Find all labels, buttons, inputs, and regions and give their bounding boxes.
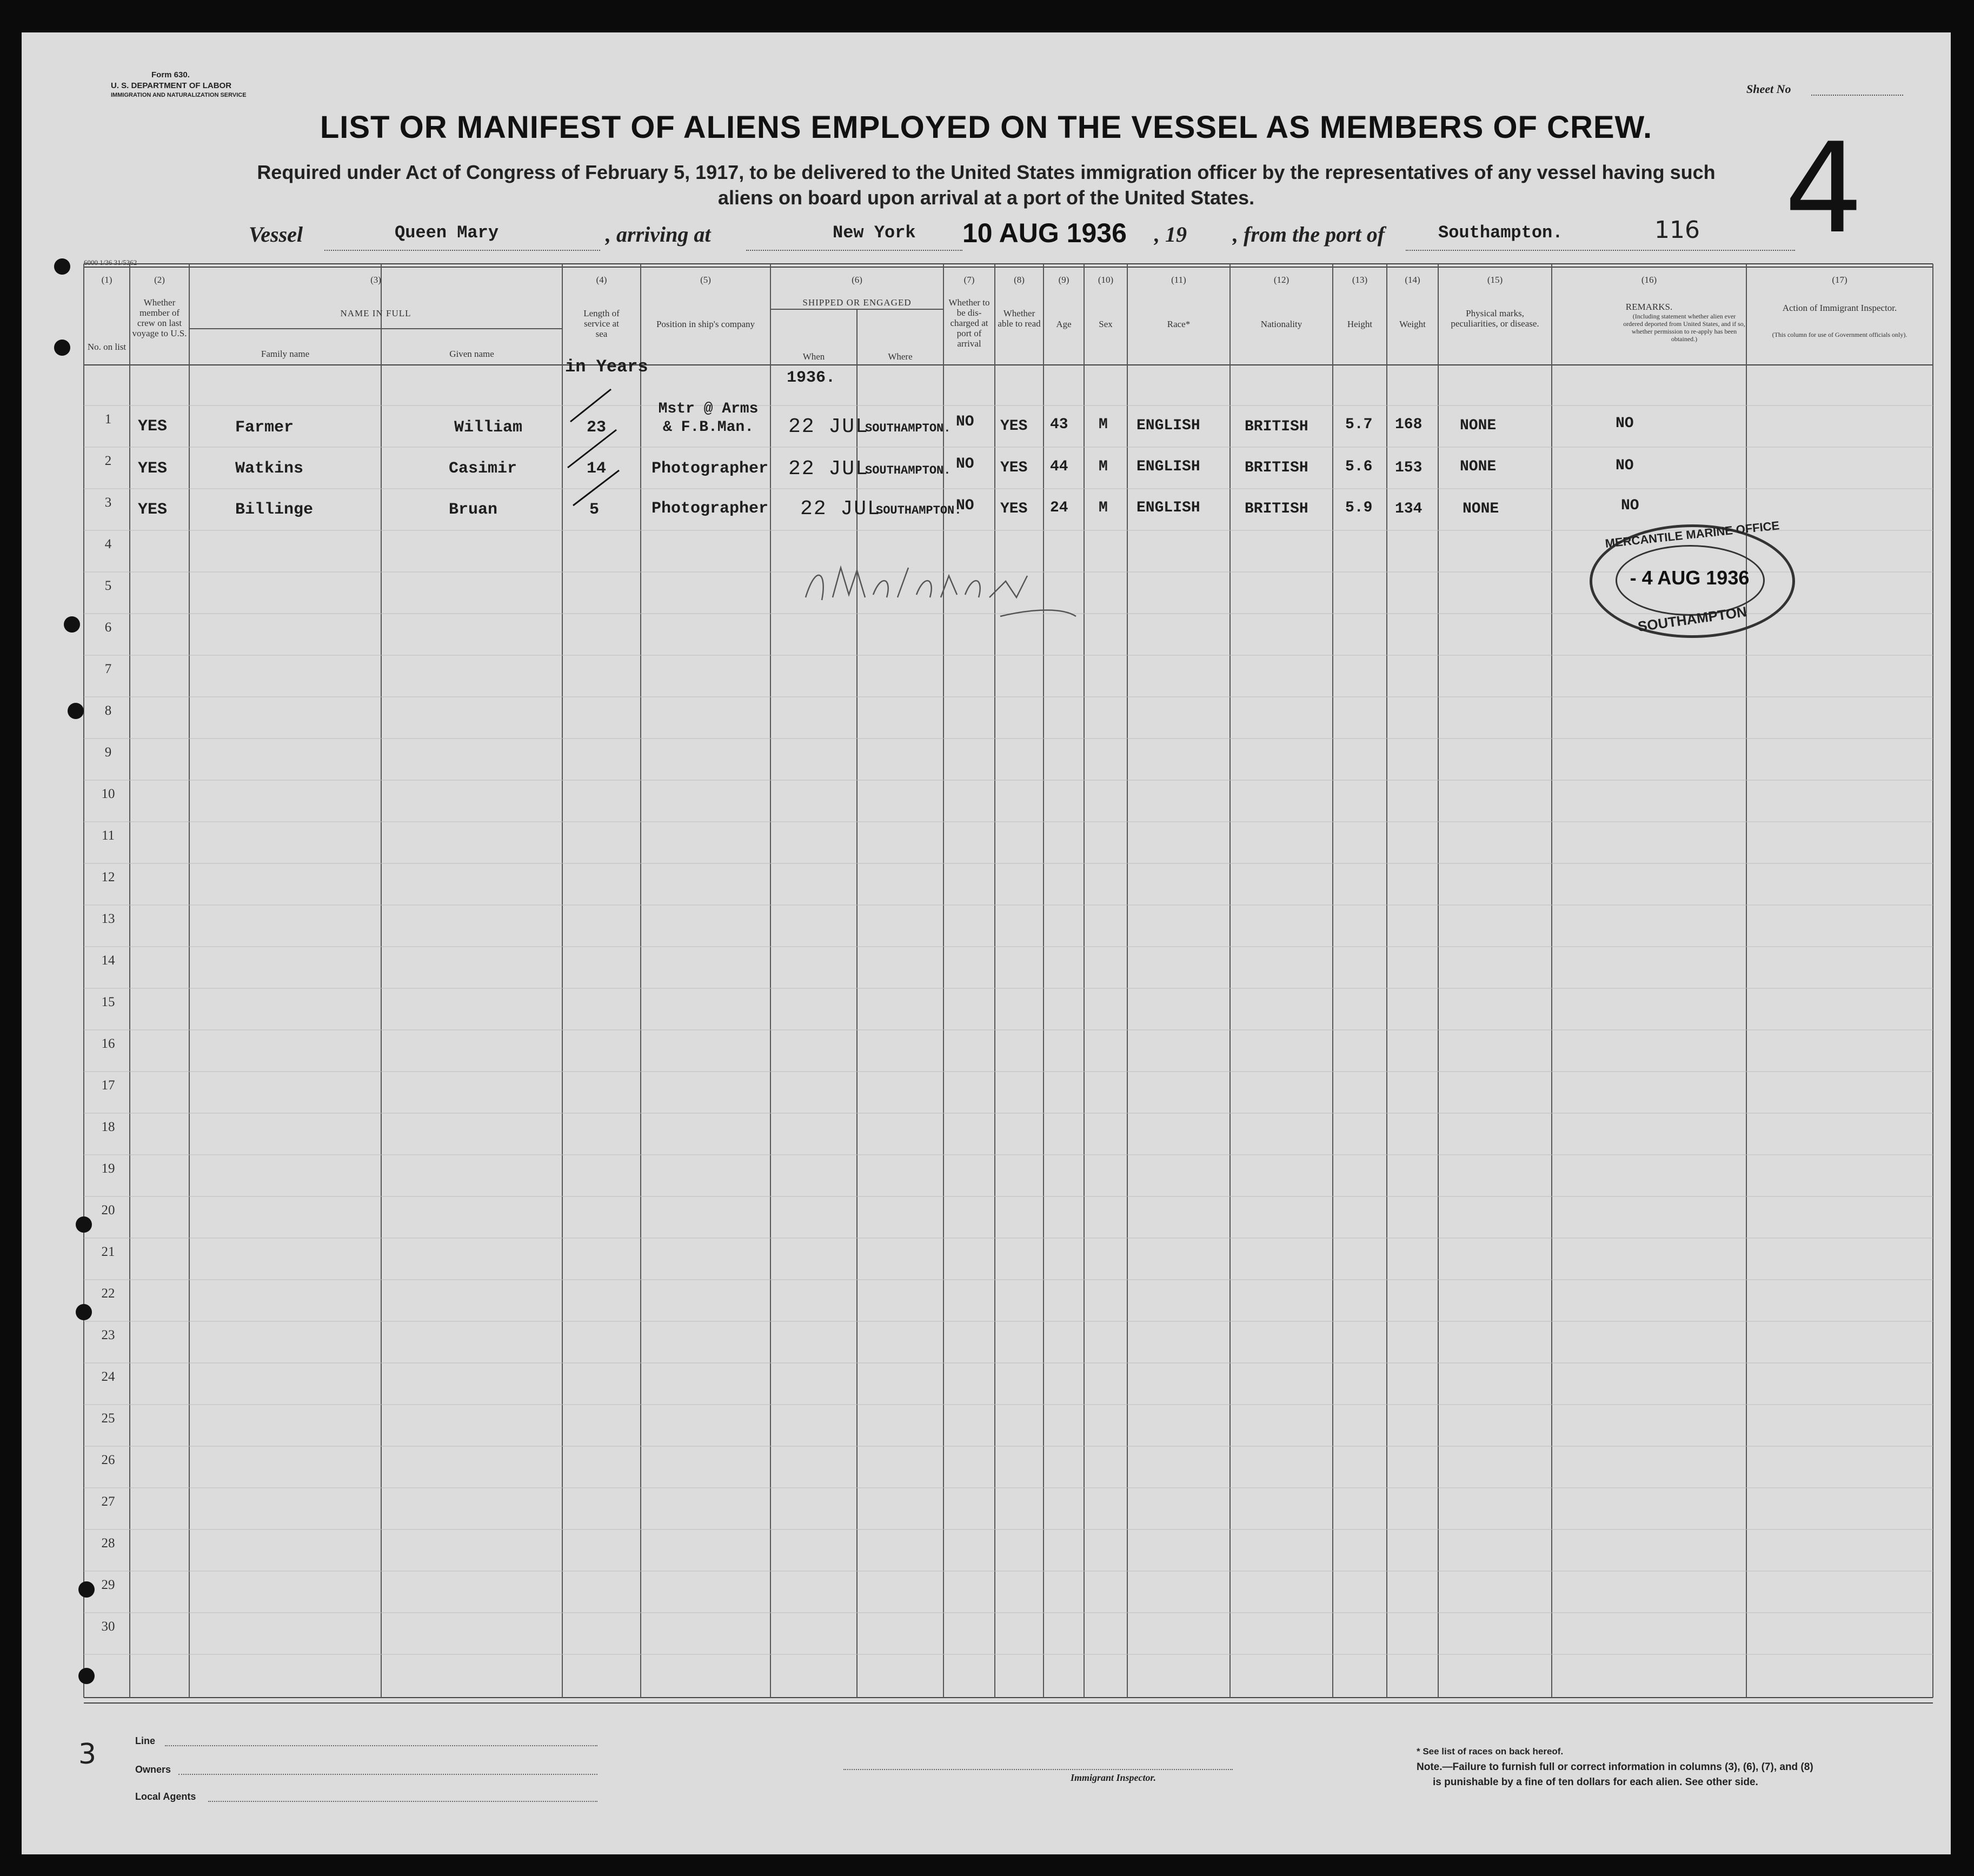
nationality-cell: BRITISH <box>1245 460 1308 476</box>
weight-cell: 153 <box>1395 460 1423 476</box>
penalty-note-2: is punishable by a fine of ten dollars for each alien. See other side. <box>1433 1777 1758 1788</box>
row-number: 23 <box>101 1328 115 1342</box>
col-5-num: (5) <box>700 275 711 285</box>
row-number: 19 <box>101 1161 115 1176</box>
row-number: 24 <box>101 1369 115 1384</box>
owners-label: Owners <box>135 1764 171 1775</box>
service-cell: 5 <box>589 501 600 519</box>
signature <box>816 570 820 571</box>
punch-hole <box>78 1668 95 1684</box>
col-17-label: Action of Immigrant Inspector. <box>1782 303 1897 313</box>
page-title: LIST OR MANIFEST OF ALIENS EMPLOYED ON THE VESSEL AS MEMBERS OF CREW. <box>320 110 1653 145</box>
read-cell: YES <box>1000 460 1028 476</box>
handwritten-number: 116 <box>1654 216 1700 244</box>
marks-cell: NONE <box>1460 417 1497 434</box>
from-port-label: , from the port of <box>1233 222 1385 247</box>
marks-cell: NONE <box>1460 458 1497 475</box>
col-10-num: (10) <box>1098 275 1114 285</box>
col-17-note: (This column for use of Government officials only). <box>1772 331 1907 338</box>
discharged-cell: NO <box>956 497 974 514</box>
service-label: IMMIGRATION AND NATURALIZATION SERVICE <box>111 92 247 98</box>
when-cell: 22 JUL <box>800 497 881 521</box>
inspector-rule <box>843 1769 1233 1770</box>
row-number: 14 <box>101 953 115 968</box>
col-17-num: (17) <box>1832 275 1847 285</box>
discharged-cell: NO <box>956 414 974 430</box>
height-cell: 5.7 <box>1345 416 1373 433</box>
row-number: 12 <box>101 870 115 884</box>
mercantile-marine-office-stamp <box>1590 518 1795 638</box>
remarks-cell: NO <box>1621 497 1639 514</box>
penalty-note-1: Note.—Failure to furnish full or correct information in columns (3), (6), (7), and (8) <box>1417 1761 1813 1773</box>
stamp-bottom-text: SOUTHAMPTON <box>1637 603 1748 635</box>
col-10-label: Sex <box>1099 319 1113 329</box>
col-12-label: Nationality <box>1260 319 1302 329</box>
col-6-label: SHIPPED OR ENGAGED <box>802 297 912 308</box>
when-cell: 22 JUL <box>788 415 869 438</box>
punch-hole <box>68 703 84 719</box>
col-15-num: (15) <box>1487 275 1503 285</box>
row-number: 13 <box>101 912 115 926</box>
col-13-num: (13) <box>1352 275 1368 285</box>
height-cell: 5.6 <box>1345 458 1373 475</box>
shipped-year-note: 1936. <box>787 369 836 387</box>
immigrant-inspector-label: Immigrant Inspector. <box>1071 1772 1157 1783</box>
col-1-label: No. on list <box>87 342 127 352</box>
weight-cell: 134 <box>1395 501 1423 517</box>
punch-hole <box>76 1304 92 1320</box>
marks-cell: NONE <box>1463 501 1499 517</box>
col-8-label: Whether able to read <box>998 308 1041 329</box>
where-cell: SOUTHAMPTON. <box>876 504 962 517</box>
stamp-top-text: MERCANTILE MARINE OFFICE <box>1604 518 1780 550</box>
col-8-num: (8) <box>1014 275 1025 285</box>
subtitle-line-1: Required under Act of Congress of February 5, 1917, to be delivered to the United States immigration officer by the representatives of any vessel having such <box>257 161 1716 183</box>
row-number: 1 <box>104 412 112 427</box>
where-cell: SOUTHAMPTON. <box>865 464 951 477</box>
age-cell: 43 <box>1050 416 1068 433</box>
nationality-cell: BRITISH <box>1245 501 1308 517</box>
row-number: 16 <box>101 1036 115 1051</box>
col-9-label: Age <box>1056 319 1072 329</box>
row-number: 7 <box>104 662 112 676</box>
row-number: 29 <box>101 1578 115 1592</box>
col-3-label: NAME IN FULL <box>340 308 411 318</box>
sheet-number-handwritten: 4 <box>1784 117 1864 261</box>
line-rule <box>165 1745 597 1746</box>
departure-port: Southampton. <box>1438 223 1563 243</box>
local-agents-rule <box>208 1801 597 1802</box>
signature-scrawl <box>806 568 1076 616</box>
manifest-sheet <box>22 32 1951 1854</box>
col-7-label: Whether to be dis-charged at port of arrival <box>948 297 990 349</box>
col-13-label: Height <box>1347 319 1373 329</box>
family-name-cell: Farmer <box>235 418 294 437</box>
department-label: U. S. DEPARTMENT OF LABOR <box>111 81 232 90</box>
arrival-port: New York <box>833 223 916 243</box>
row-number: 26 <box>101 1453 115 1467</box>
service-years-note: in Years <box>565 357 648 377</box>
row-number: 11 <box>101 828 115 843</box>
year-label: , 19 <box>1154 222 1187 247</box>
line-label: Line <box>135 1735 156 1746</box>
last-voyage-cell: YES <box>138 417 168 436</box>
service-cell: 14 <box>587 460 607 478</box>
row-number: 6 <box>104 620 112 635</box>
row-number: 8 <box>104 703 112 718</box>
vessel-label: Vessel <box>249 222 303 247</box>
race-cell: ENGLISH <box>1136 417 1200 434</box>
sex-cell: M <box>1099 416 1108 433</box>
punch-hole <box>54 340 70 356</box>
family-name-cell: Billinge <box>235 501 314 519</box>
given-name-header: Given name <box>449 349 494 359</box>
weight-cell: 168 <box>1395 416 1423 433</box>
read-cell: YES <box>1000 501 1028 517</box>
form-number: Form 630. <box>151 70 190 79</box>
discharged-cell: NO <box>956 456 974 473</box>
sex-cell: M <box>1099 500 1108 516</box>
row-number: 22 <box>101 1286 115 1301</box>
row-number: 18 <box>101 1120 115 1134</box>
col-2-label: Whether member of crew on last voyage to U.S. <box>132 297 187 338</box>
margin-mark: 3 <box>78 1738 97 1771</box>
col-11-num: (11) <box>1171 275 1186 285</box>
when-cell: 22 JUL <box>788 457 869 481</box>
col-16-label: REMARKS. <box>1625 302 1673 312</box>
races-note: * See list of races on back hereof. <box>1417 1746 1564 1757</box>
col-12-num: (12) <box>1273 275 1290 285</box>
position-cell: Mstr @ Arms & F.B.Man. <box>658 401 759 436</box>
vessel-name: Queen Mary <box>395 223 499 243</box>
row-number: 27 <box>101 1494 115 1509</box>
age-cell: 24 <box>1050 500 1068 516</box>
row-number: 30 <box>101 1619 115 1634</box>
race-cell: ENGLISH <box>1136 500 1200 516</box>
remarks-cell: NO <box>1616 415 1634 432</box>
col-9-num: (9) <box>1058 275 1069 285</box>
col-1-num: (1) <box>101 275 112 285</box>
row-number: 25 <box>101 1411 115 1426</box>
col-5-label: Position in ship's company <box>656 319 755 329</box>
col-6-num: (6) <box>852 275 862 285</box>
height-cell: 5.9 <box>1345 500 1373 516</box>
position-cell: Photographer <box>652 460 769 478</box>
col-14-num: (14) <box>1405 275 1420 285</box>
remarks-cell: NO <box>1616 457 1634 474</box>
arrival-date-stamp: 10 AUG 1936 <box>962 218 1127 248</box>
arriving-label: , arriving at <box>606 222 711 247</box>
where-header: Where <box>888 351 913 362</box>
family-name-header: Family name <box>261 349 310 359</box>
row-number: 5 <box>104 578 112 593</box>
row-number: 17 <box>101 1078 115 1093</box>
punch-hole <box>76 1216 92 1233</box>
service-cell: 23 <box>587 418 607 437</box>
when-header: When <box>802 351 825 362</box>
sex-cell: M <box>1099 458 1108 475</box>
col-16-num: (16) <box>1641 275 1657 285</box>
row-number: 9 <box>104 745 112 760</box>
age-cell: 44 <box>1050 458 1068 475</box>
given-name-cell: Casimir <box>449 460 517 478</box>
local-agents-label: Local Agents <box>135 1791 196 1802</box>
last-voyage-cell: YES <box>138 460 168 478</box>
punch-hole <box>78 1581 95 1598</box>
col-7-num: (7) <box>963 275 975 285</box>
row-number: 3 <box>104 495 112 510</box>
last-voyage-cell: YES <box>138 501 168 519</box>
family-name-cell: Watkins <box>235 460 304 478</box>
row-number: 21 <box>101 1245 115 1259</box>
col-14-label: Weight <box>1399 319 1426 329</box>
row-number: 10 <box>101 787 115 801</box>
punch-hole <box>64 616 80 633</box>
nationality-cell: BRITISH <box>1245 418 1308 435</box>
owners-rule <box>178 1774 597 1775</box>
print-code: 6000 1/36 31/5362 <box>84 258 137 267</box>
row-number: 2 <box>104 454 112 468</box>
given-name-cell: Bruan <box>449 501 498 519</box>
punch-hole <box>54 258 70 275</box>
col-4-label: Length of service at sea <box>583 308 620 339</box>
col-4-num: (4) <box>596 275 607 285</box>
col-15-label: Physical marks, peculiarities, or disease. <box>1451 308 1539 329</box>
col-3-num: (3) <box>370 275 381 285</box>
col-16-note: (Including statement whether alien ever ordered deported from United States, and if so, whether permission to re-apply has been obtained.) <box>1623 312 1745 343</box>
row-number: 20 <box>101 1203 115 1218</box>
where-cell: SOUTHAMPTON. <box>865 422 951 435</box>
row-number: 15 <box>101 995 115 1009</box>
sheet-no-label: Sheet No <box>1746 82 1791 96</box>
col-2-num: (2) <box>154 275 165 285</box>
read-cell: YES <box>1000 418 1028 435</box>
row-number: 4 <box>104 537 112 551</box>
position-cell: Photographer <box>652 500 769 518</box>
race-cell: ENGLISH <box>1136 458 1200 475</box>
col-11-label: Race* <box>1167 319 1191 329</box>
row-number: 28 <box>101 1536 115 1551</box>
given-name-cell: William <box>454 418 523 437</box>
subtitle-line-2: aliens on board upon arrival at a port of the United States. <box>717 187 1255 209</box>
stamp-date: - 4 AUG 1936 <box>1630 567 1750 589</box>
